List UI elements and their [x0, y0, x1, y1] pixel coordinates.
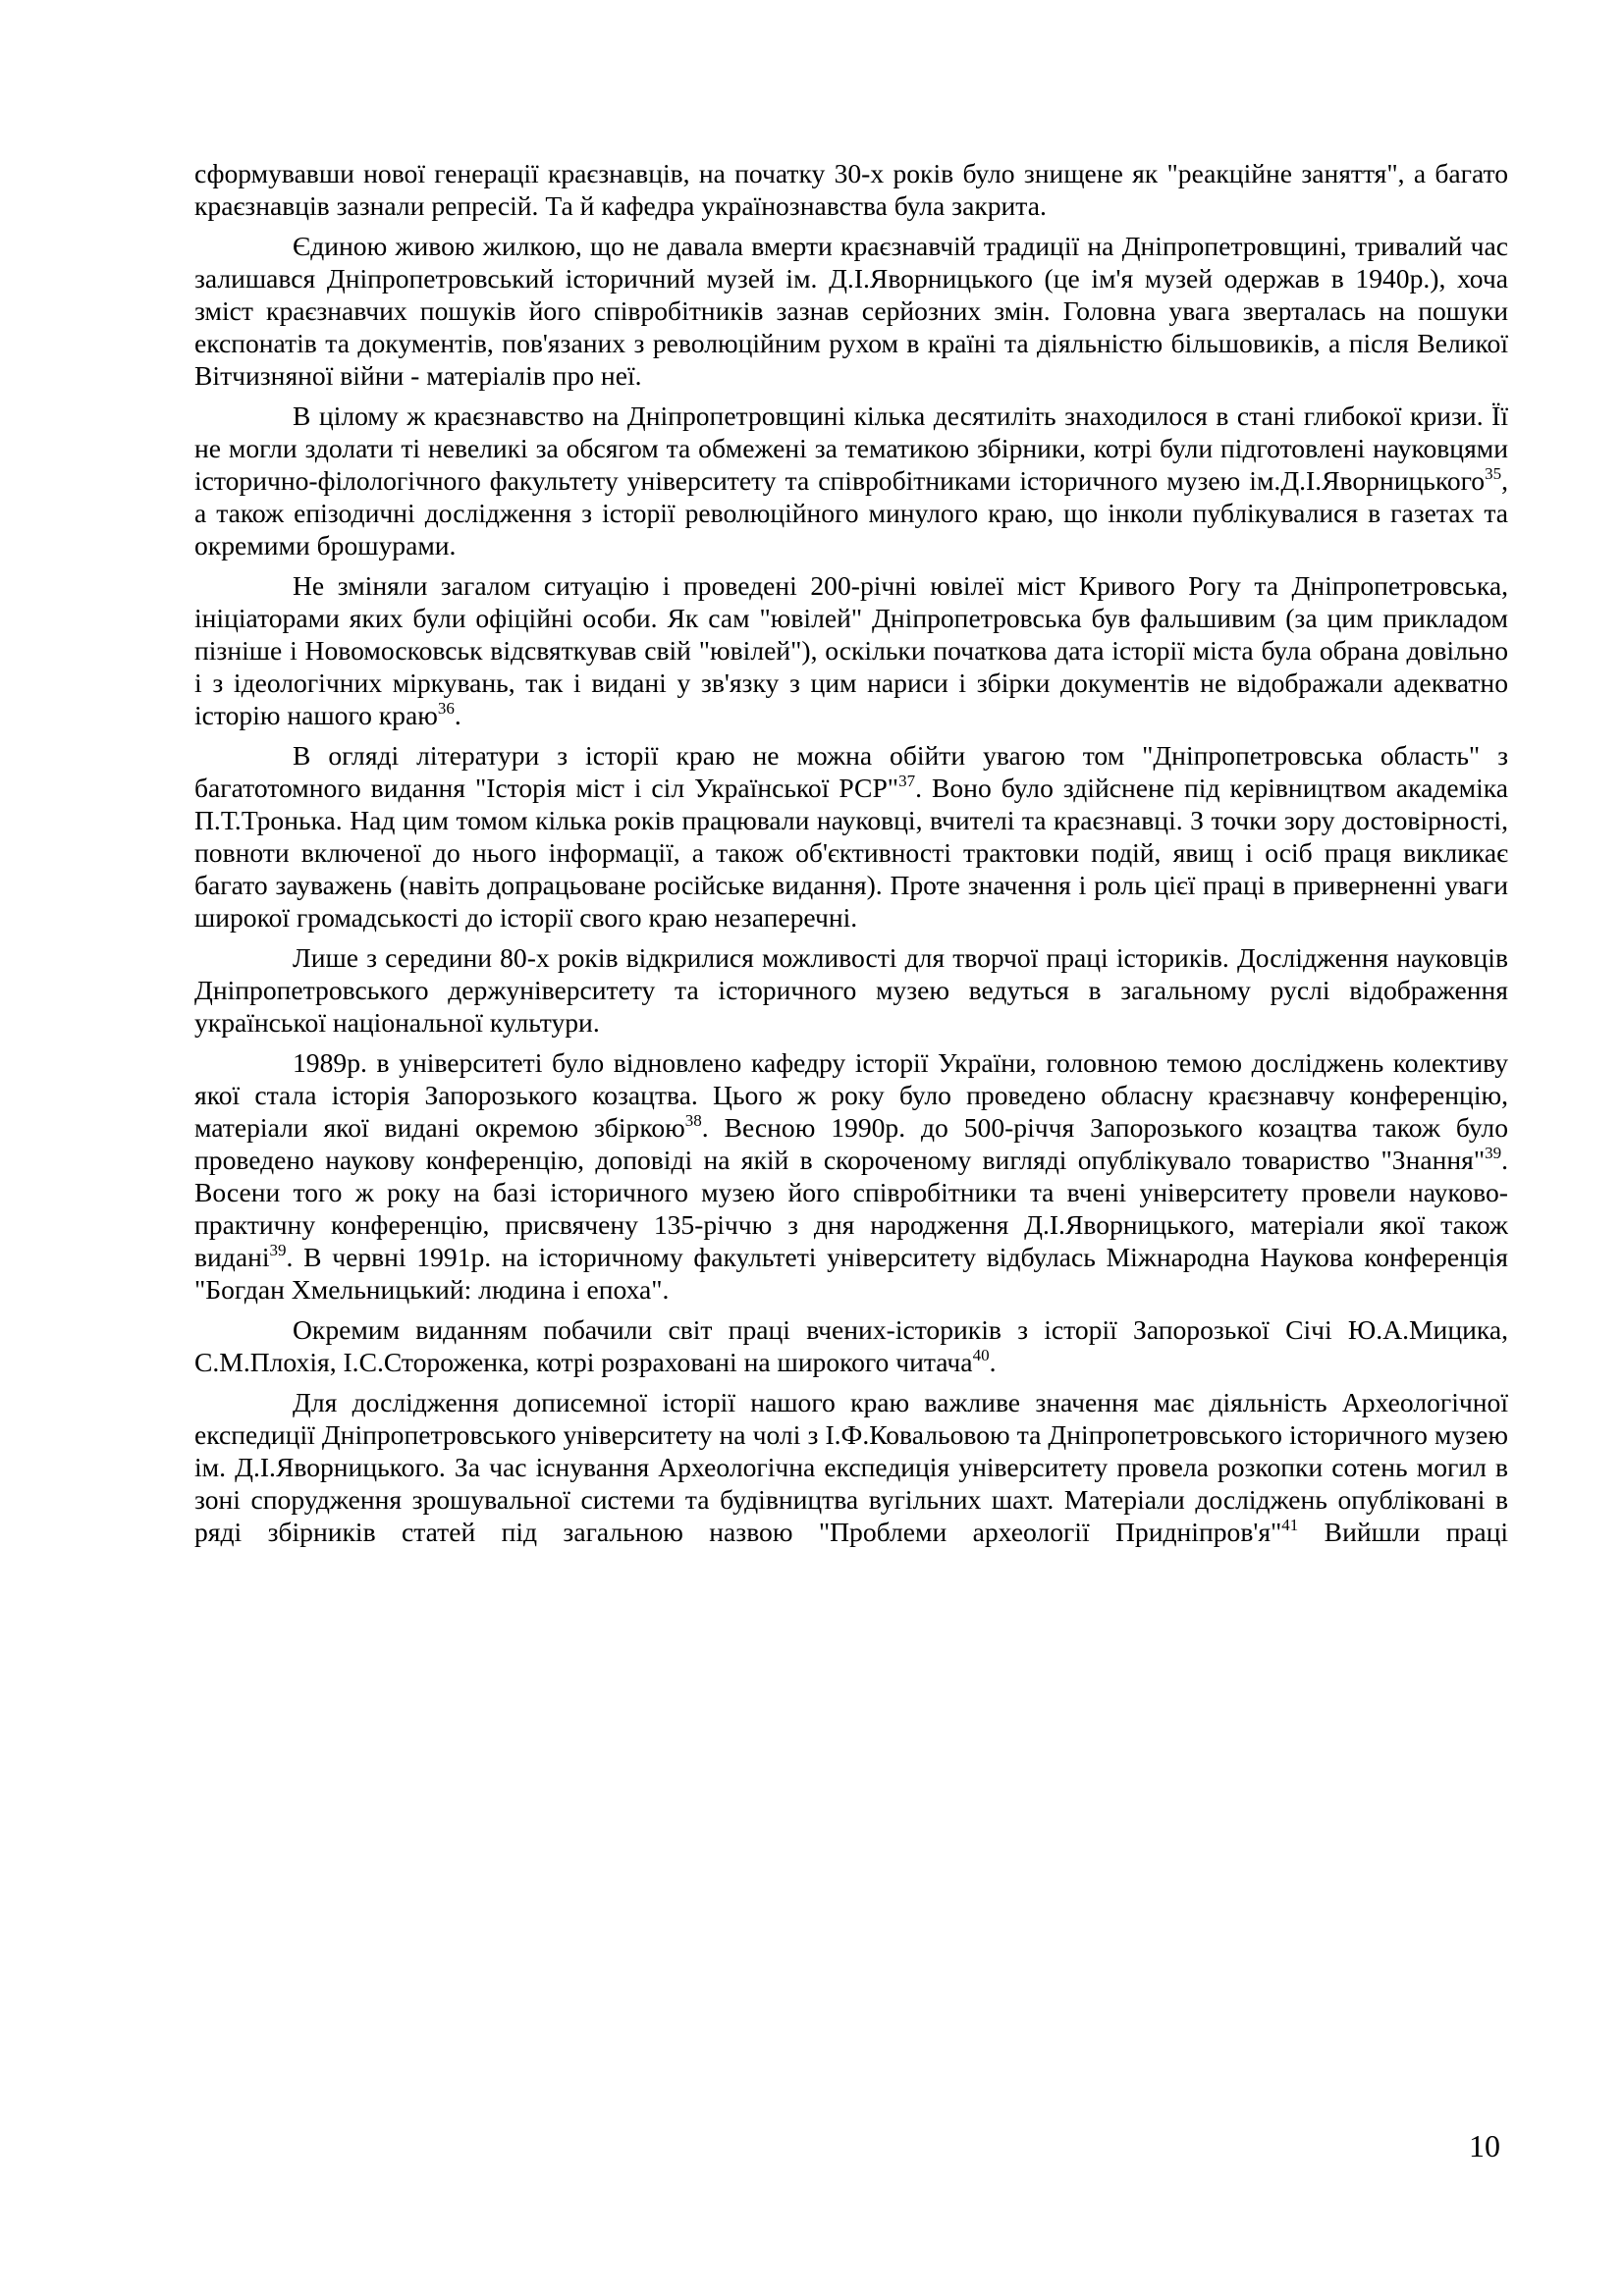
- paragraph-2: [194, 230, 1508, 392]
- paragraph-3: [194, 400, 1508, 561]
- paragraph-text: Єдиною живою жилкою, що не давала вмерти краєзнавчій традиції на Дніпропетровщині, тривалий час залишався Дніпропетровський історичний музей ім. Д.І.Яворницького (це ім'я музей одержав в 1940р.), хоча зміст краєзнавчих пошуків його співробітників зазнав серйозних змін. Головна увага зверталась на пошуки експонатів та документів, пов'язаних з революційним рухом в країні та діяльністю більшовиків, а після Великої Вітчизняної війни - матеріалів про неї.: [194, 231, 1508, 391]
- footnote-ref-35: 35: [1485, 464, 1502, 483]
- paragraph-text: , а також епізодичні дослідження з історії революційного минулого краю, що інколи публікувалися в газетах та окремими брошурами.: [194, 465, 1508, 561]
- paragraph-6: [194, 941, 1508, 1039]
- paragraph-text: . Весною 1990р. до 500-річчя Запорозького козацтва також було проведено наукову конференцію, доповіді на якій в скороченому вигляді опублікувало товариство "Знання": [194, 1112, 1508, 1175]
- footnote-ref-36: 36: [437, 699, 455, 718]
- paragraph-text: В цілому ж краєзнавство на Дніпропетровщині кілька десятиліть знаходилося в стані глибокої кризи. Її не могли здолати ті невеликі за обсягом та обмежені за тематикою збірники, котрі були підготовлені науковцями історично-філологічного факультету університету та співробітниками історичного музею ім.Д.І.Яворницького: [194, 400, 1508, 496]
- footnote-ref-39: 39: [1485, 1144, 1502, 1162]
- page-number: 10: [1469, 2128, 1500, 2163]
- footnote-ref-37: 37: [898, 772, 916, 790]
- paragraph-text: . Восени того ж року на базі історичного музею його співробітники та вчені університету провели науково-практичну конференцію, присвячену 135-річчю з дня народження Д.І.Яворницького, матеріали якої також видані: [194, 1145, 1508, 1272]
- paragraph-text: Окремим виданням побачили світ праці вчених-істориків з історії Запорозької Січі Ю.А.Мицика, С.М.Плохія, І.С.Стороженка, котрі розраховані на широкого читача: [194, 1314, 1508, 1377]
- paragraph-text: .: [454, 700, 461, 730]
- paragraph-text: Лише з середини 80-х років відкрилися можливості для творчої праці істориків. Дослідження науковців Дніпропетровського держуніверситету та історичного музею ведуться в загальному руслі відображення української національної культури.: [194, 942, 1508, 1038]
- paragraph-text: . Воно було здійснене під керівництвом академіка П.Т.Тронька. Над цим томом кілька років працювали науковці, вчителі та краєзнавці. З точки зору достовірності, повноти включеної до нього інформації, а також об'єктивності трактовки подій, явищ і осіб праця викликає багато зауважень (навіть допрацьоване російське видання). Проте значення і роль цієї праці в приверненні уваги широкої громадськості до історії свого краю незаперечні.: [194, 773, 1508, 933]
- footnote-ref-38: 38: [684, 1111, 702, 1130]
- paragraph-7: [194, 1046, 1508, 1306]
- paragraph-9: [194, 1386, 1508, 1548]
- footnote-ref-40: 40: [972, 1346, 990, 1364]
- paragraph-4: [194, 569, 1508, 731]
- footnote-ref-39b: 39: [269, 1241, 287, 1259]
- paragraph-text: Не зміняли загалом ситуацію і проведені 200-річні ювілеї міст Кривого Рогу та Дніпропетровська, ініціаторами яких були офіційні особи. Як сам "ювілей" Дніпропетровська був фальшивим (за цим прикладом пізніше і Новомосковськ відсвяткував свій "ювілей"), оскільки початкова дата історії міста була обрана довільно і з ідеологічних міркувань, так і видані у зв'язку з цим нариси і збірки документів не відображали адекватно історію нашого краю: [194, 570, 1508, 730]
- paragraph-5: [194, 739, 1508, 934]
- paragraph-text: Вийшли праці: [1298, 1517, 1509, 1547]
- paragraph-text: 1989р. в університеті було відновлено кафедру історії України, головною темою досліджень колективу якої стала історія Запорозького козацтва. Цього ж року було проведено обласну краєзнавчу конференцію, матеріали якої видані окремою збіркою: [194, 1047, 1508, 1143]
- paragraph-text: Для дослідження дописемної історії нашого краю важливе значення має діяльність Археологічної експедиції Дніпропетровського університету на чолі з І.Ф.Ковальовою та Дніпропетровського історичного музею ім. Д.І.Яворницького. За час існування Археологічна експедиція університету провела розкопки сотень могил в зоні спорудження зрошувальної системи та будівництва вугільних шахт. Матеріали досліджень опубліковані в ряді збірників статей під загальною назвою "Проблеми археології Придніпров'я": [194, 1387, 1508, 1547]
- footnote-ref-41: 41: [1281, 1516, 1299, 1534]
- paragraph-text: . В червні 1991р. на історичному факультеті університету відбулась Міжнародна Наукова конференція "Богдан Хмельницький: людина і епоха".: [194, 1242, 1508, 1305]
- paragraph-text: сформувавши нової генерації краєзнавців, на початку 30-х років було знищене як "реакційне заняття", а багато краєзнавців зазнали репресій. Та й кафедра українознавства була закрита.: [194, 158, 1508, 221]
- paragraph-8: [194, 1313, 1508, 1378]
- paragraph-text: .: [989, 1347, 997, 1377]
- document-body: [194, 157, 1508, 1556]
- paragraph-text: В огляді літератури з історії краю не можна обійти увагою том "Дніпропетровська область" з багатотомного видання "Історія міст і сіл Української РСР": [194, 740, 1508, 803]
- paragraph-1: [194, 157, 1508, 222]
